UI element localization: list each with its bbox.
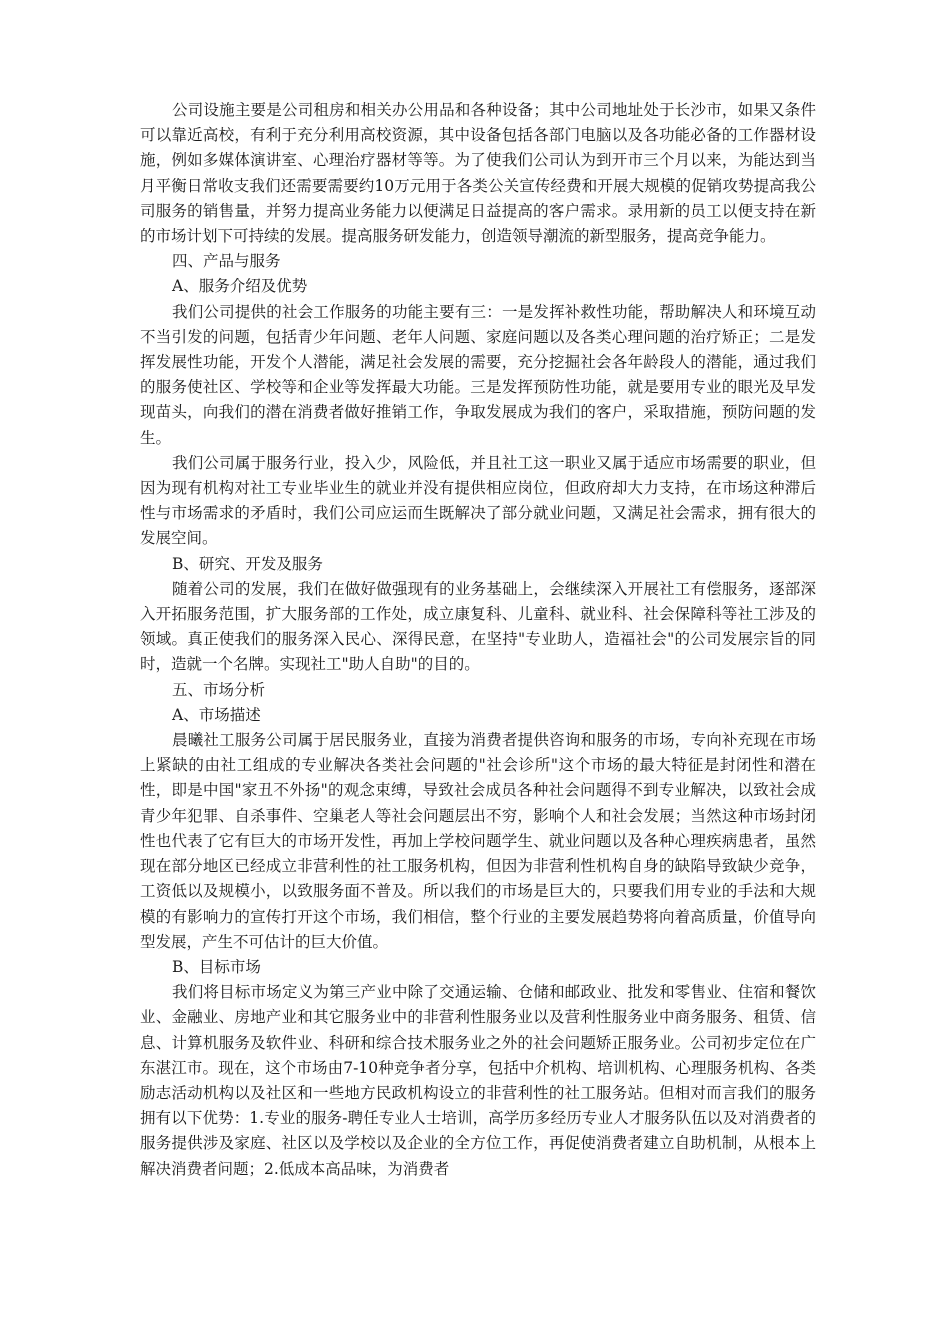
paragraph-service-functions: 我们公司提供的社会工作服务的功能主要有三：一是发挥补救性功能，帮助解决人和环境互动不当引发的问题，包括青少年问题、老年人问题、家庭问题以及各类心理问题的治疗矫正；二是发挥发展性功能，开发个人潜能，满足社会发展的需要，充分挖掘社会各年龄段人的潜能，通过我们的服务使社区、学校等和企业等发挥最大功能。三是发挥预防性功能，就是要用专业的眼光及早发现苗头，向我们的潜在消费者做好推销工作，争取发展成为我们的客户，采取措施，预防问题的发生。 bbox=[140, 302, 816, 447]
document-body bbox=[140, 98, 816, 1182]
paragraph-target-market: 我们将目标市场定义为第三产业中除了交通运输、仓储和邮政业、批发和零售业、住宿和餐饮业、金融业、房地产业和其它服务业中的非营利性服务业以及营利性服务业中商务服务、租赁、信息、计算机服务及软件业、科研和综合技术服务业之外的社会问题矫正服务业。公司初步定位在广东湛江市。现在，这个市场由7-10种竞争者分享，包括中介机构、培训机构、心理服务机构、各类励志活动机构以及社区和一些地方民政机构设立的非营利性的社工服务站。但相对而言我们的服务拥有以下优势：1.专业的服务-聘任专业人士培训，高学历多经历专业人才服务队伍以及对消费者的服务提供涉及家庭、社区以及学校以及企业的全方位工作，再促使消费者建立自助机制，从根本上解决消费者问题；2.低成本高品味，为消费者 bbox=[140, 983, 816, 1178]
subheading-market-description: A、市场描述 bbox=[172, 705, 261, 724]
section-heading-market-analysis: 五、市场分析 bbox=[172, 680, 266, 699]
paragraph-development: 随着公司的发展，我们在做好做强现有的业务基础上，会继续深入开展社工有偿服务，逐部深入开拓服务范围，扩大服务部的工作处，成立康复科、儿童科、就业科、社会保障科等社工涉及的领域。真正使我们的服务深入民心、深得民意，在坚持"专业助人，造福社会"的公司发展宗旨的同时，造就一个名牌。实现社工"助人自助"的目的。 bbox=[140, 579, 816, 674]
subheading-target-market: B、目标市场 bbox=[172, 957, 261, 976]
subheading-service-intro: A、服务介绍及优势 bbox=[172, 277, 308, 296]
section-heading-products-services: 四、产品与服务 bbox=[172, 252, 281, 271]
paragraph-facilities: 公司设施主要是公司租房和相关办公用品和各种设备；其中公司地址处于长沙市，如果又条件可以靠近高校，有利于充分利用高校资源，其中设备包括各部门电脑以及各功能必备的工作器材设施，例如多媒体演讲室、心理治疗器材等等。为了使我们公司认为到开市三个月以来，为能达到当月平衡日常收支我们还需要需要约10万元用于各类公关宣传经费和开展大规模的促销攻势提高我公司服务的销售量，并努力提高业务能力以便满足日益提高的客户需求。录用新的员工以便支持在新的市场计划下可持续的发展。提高服务研发能力，创造领导潮流的新型服务，提高竞争能力。 bbox=[140, 101, 816, 246]
paragraph-industry: 我们公司属于服务行业，投入少，风险低，并且社工这一职业又属于适应市场需要的职业，但因为现有机构对社工专业毕业生的就业并没有提供相应岗位，但政府却大力支持，在市场这种滞后性与市场需求的矛盾时，我们公司应运而生既解决了部分就业问题，又满足社会需求，拥有很大的发展空间。 bbox=[140, 453, 816, 548]
paragraph-market-description: 晨曦社工服务公司属于居民服务业，直接为消费者提供咨询和服务的市场，专向补充现在市场上紧缺的由社工组成的专业解决各类社会问题的"社会诊所"这个市场的最大特征是封闭性和潜在性，即是中国"家丑不外扬"的观念束缚，导致社会成员各种社会问题得不到专业解决，以致社会成青少年犯罪、自杀事件、空巢老人等社会问题层出不穷，影响个人和社会发展；当然这种市场封闭性也代表了它有巨大的市场开发性，再加上学校问题学生、就业问题以及各种心理疾病患者，虽然现在部分地区已经成立非营利性的社工服务机构，但因为非营利性机构自身的缺陷导致缺少竞争，工资低以及规模小，以致服务面不普及。所以我们的市场是巨大的，只要我们用专业的手法和大规模的有影响力的宣传打开这个市场，我们相信，整个行业的主要发展趋势将向着高质量，价值导向型发展，产生不可估计的巨大价值。 bbox=[140, 731, 816, 951]
subheading-research-development: B、研究、开发及服务 bbox=[172, 554, 323, 573]
